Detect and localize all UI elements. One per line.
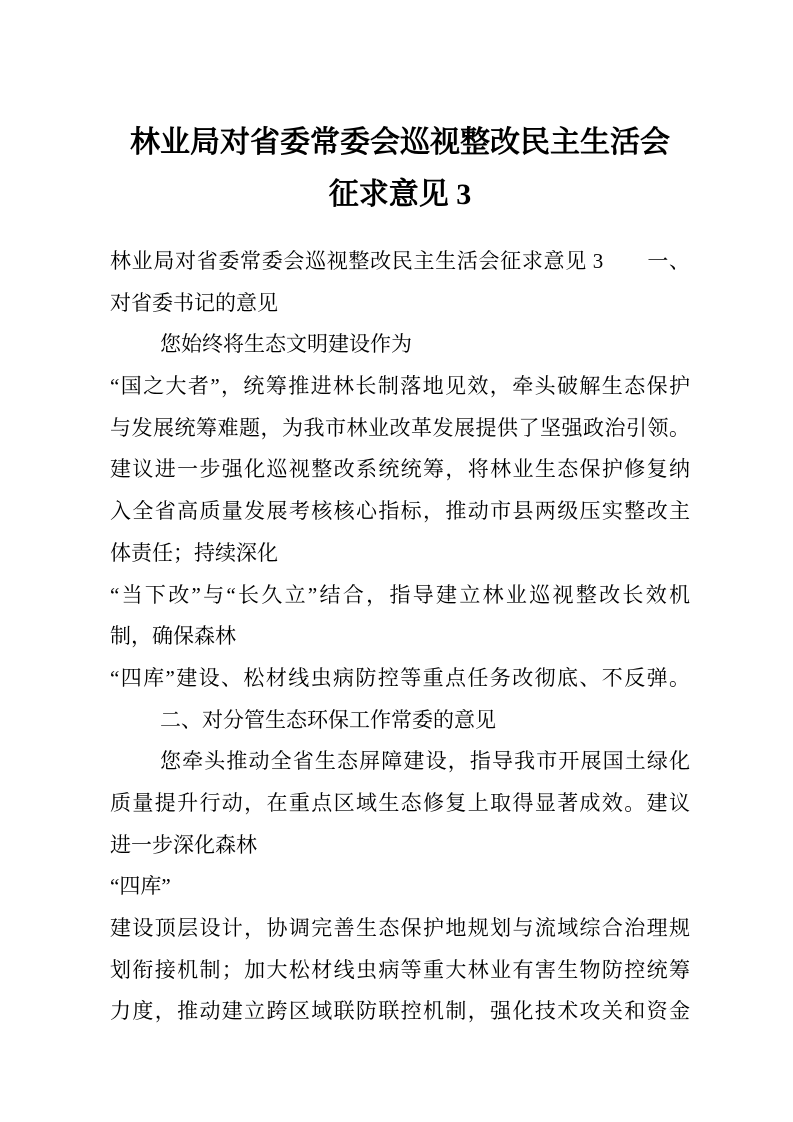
body-line-2: 对省委书记的意见 bbox=[110, 290, 278, 315]
body-line-13: 您牵头推动全省生态屏障建设，指导我市开展国土绿化 bbox=[160, 749, 690, 774]
body-line-14: 质量提升行动，在重点区域生态修复上取得显著成效。建议 bbox=[110, 790, 690, 815]
body-line-5: 与发展统筹难题，为我市林业改革发展提供了坚强政治引领。 bbox=[110, 415, 690, 440]
body-line-4: “国之大者”，统筹推进林长制落地见效，牵头破解生态保护 bbox=[110, 374, 690, 399]
body-line-8: 体责任；持续深化 bbox=[110, 540, 278, 565]
body-line-16: “四库” bbox=[110, 874, 171, 899]
body-line-9: “当下改”与“长久立”结合，指导建立林业巡视整改长效机 bbox=[110, 582, 690, 607]
body-line-1: 林业局对省委常委会巡视整改民主生活会征求意见 3 一、 bbox=[110, 249, 690, 273]
body-line-15: 进一步深化森林 bbox=[110, 832, 257, 857]
body-line-17: 建设顶层设计，协调完善生态保护地规划与流域综合治理规 bbox=[110, 916, 690, 940]
body-line-3: 您始终将生态文明建设作为 bbox=[160, 332, 412, 357]
body-line-12: 二、对分管生态环保工作常委的意见 bbox=[160, 707, 496, 732]
title-line-1: 林业局对省委常委会巡视整改民主生活会 bbox=[130, 126, 670, 159]
body-line-19: 力度，推动建立跨区域联防联控机制，强化技术攻关和资金 bbox=[110, 999, 690, 1024]
document-body bbox=[110, 241, 690, 1033]
body-line-18: 划衔接机制；加大松材线虫病等重大林业有害生物防控统筹 bbox=[110, 957, 690, 982]
body-line-11: “四库”建设、松材线虫病防控等重点任务改彻底、不反弹。 bbox=[110, 665, 690, 690]
document-title bbox=[110, 117, 690, 221]
title-line-2: 征求意见 3 bbox=[328, 178, 472, 211]
body-line-10: 制，确保森林 bbox=[110, 624, 236, 649]
body-line-7: 入全省高质量发展考核核心指标，推动市县两级压实整改主 bbox=[110, 499, 690, 524]
body-line-6: 建议进一步强化巡视整改系统统筹，将林业生态保护修复纳 bbox=[110, 457, 690, 482]
